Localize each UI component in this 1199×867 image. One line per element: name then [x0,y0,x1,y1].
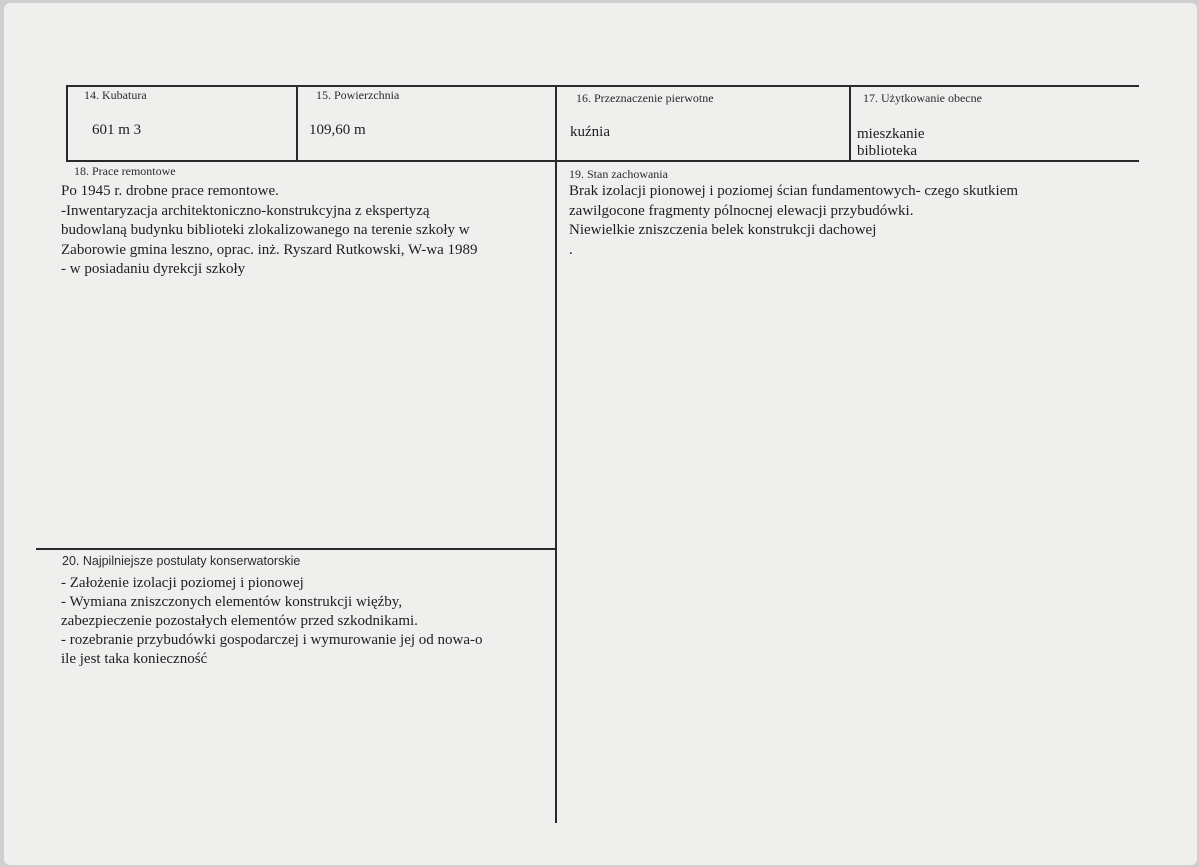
divider-14-15 [296,85,298,162]
field-14-label: 14. Kubatura [84,88,147,102]
field-19-label: 19. Stan zachowania [569,167,668,181]
field-20-line: zabezpieczenie pozostałych elementów przed szkodnikami. [61,613,418,629]
field-20-line: ile jest taka konieczność [61,651,208,667]
field-15-value: 109,60 m [309,122,366,138]
field-20-line: - Założenie izolacji poziomej i pionowej [61,575,304,591]
field-17-line: biblioteka [857,143,917,159]
field-17-value [857,126,924,160]
table-border-top [66,85,1139,87]
field-19-line: zawilgocone fragmenty pólnocnej elewacji przybudówki. [569,202,914,219]
divider-center [555,85,557,823]
field-16-value: kuźnia [570,124,610,140]
field-17-label: 17. Użytkowanie obecne [863,91,982,105]
field-14-value: 601 m 3 [92,122,142,138]
field-20-line: - Wymiana zniszczonych elementów konstrukcji więźby, [61,594,403,610]
field-15-label: 15. Powierzchnia [316,88,400,102]
field-18-line: Po 1945 r. drobne prace remontowe. [61,183,279,199]
field-17-line: mieszkanie [857,126,925,142]
field-18-line: budowlaną budynku biblioteki zlokalizowanego na terenie szkoły w [61,222,470,238]
field-18-line: Zaborowie gmina leszno, oprac. inż. Ryszard Rutkowski, W-wa 1989 [61,241,478,258]
field-18-label: 18. Prace remontowe [74,164,176,178]
field-18-line: - w posiadaniu dyrekcji szkoły [61,261,246,277]
divider-section-20 [36,548,557,550]
field-20-text [61,574,483,669]
field-18-text [61,182,478,280]
field-19-line: . [569,241,573,258]
field-18-line: -Inwentaryzacja architektoniczno-konstrukcyjna z ekspertyzą [61,202,430,219]
field-16-label: 16. Przeznaczenie pierwotne [576,91,714,105]
field-19-text [569,182,1018,260]
field-19-line: Niewielkie zniszczenia belek konstrukcji dachowej [569,222,877,238]
divider-16-17 [849,85,851,162]
field-19-line: Brak izolacji pionowej i poziomej ścian fundamentowych- czego skutkiem [569,183,1019,199]
table-border-mid [66,160,1139,162]
field-20-label: 20. Najpilniejsze postulaty konserwatorskie [62,554,301,568]
field-20-line: - rozebranie przybudówki gospodarczej i wymurowanie jej od nowa-o [61,632,483,648]
document-card [4,3,1197,865]
table-border-left [66,85,68,162]
